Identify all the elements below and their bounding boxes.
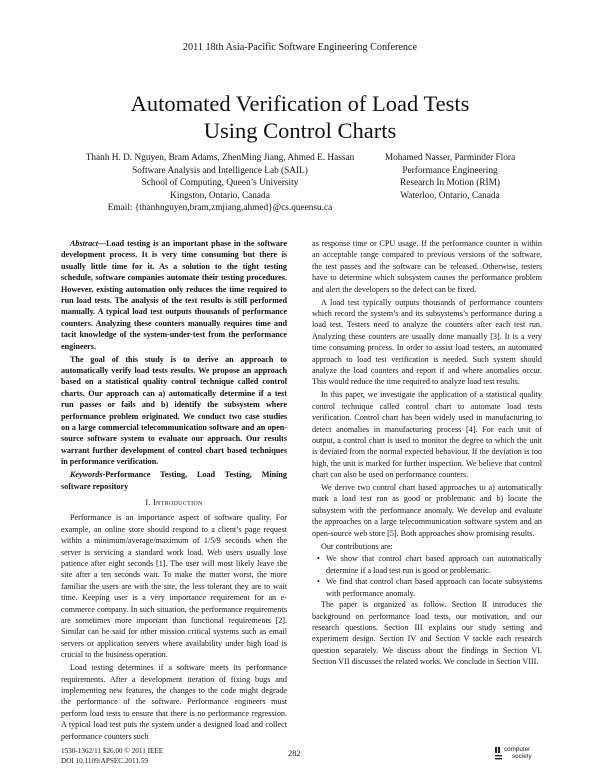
right-paragraph-2: A load test typically outputs thousands of performance counters which record the system’s and its subsystems’s performance during a load test. Testers need to analyze the counters after each test run. Analyzing these counters are usually done manually [3]. It is a very time consuming process. In order to assist load testers, an automated approach to load test verification is needed. Such system should analyze the load counters and report if and where anomalies occur. This would reduce the time required to analyze load test results. [312, 297, 542, 387]
school-name: School of Computing, Queen’s University [141, 178, 299, 189]
affiliation-rim [352, 152, 548, 202]
affiliation-sail [60, 152, 380, 215]
paper-title [60, 90, 540, 144]
lab-name: Software Analysis and Intelligence Lab (SAIL) [132, 165, 308, 176]
computer-society-mark-icon [494, 746, 503, 764]
contribution-item [317, 553, 542, 576]
intro-paragraph-1: Performance is an importance aspect of software quality. For example, an online store should respond to a client’s page request within a minimum/average/maximum of 1/5/9 seconds when the server is servicing a standard work load. Web users usually lose patience after eight seconds [1]. The user will most likely leave the site after a ten seconds wait. To make the matter worst, the more familiar the users are with the site, the less tolerant they are to wait time. Keeping user is a very importance requirement for an e-commerce company. In such situation, the performance requirements are sometimes more important than functional requirements [2]. Similar can be said for other mission critical systems such as email servers or application servers where availability under high load is crucial to the business operation. [61, 513, 287, 660]
intro-paragraph-2: Load testing determines if a software meets its performance requirements. After a development iteration of fixing bugs and implementing new features, the changes to the code might degrade the performance of the software. Performance engineers must perform load tests to ensure that there is no performance regression. A typical load test puts the system under a designed load and collect performance counters such [61, 663, 287, 741]
organization-paragraph: The paper is organized as follow. Section II introduces the background on performance load tests, our motivation, and our research questions. Section III explains our study setting and experiment design. Section IV and Section V tackle each research question separately. We discuss about the findings in Section VI. Section VII discusses the related works. We conclude in Section VIII. [312, 600, 542, 667]
abstract-paragraph-2: The goal of this study is to derive an approach to automatically verify load tests results. We propose an approach based on a statistical quality control technique called control charts. Our approach can a) automatically determine if a test run passes or fails and b) identify the subsystem where performance problem originated. We conduct two case studies on a large commercial telecommunication software and an open-source software system to evaluate our approach. Our results warrant further development of control chart based techniques in performance verification. [61, 354, 287, 467]
location-waterloo: Waterloo, Ontario, Canada [400, 190, 500, 201]
right-column [312, 238, 542, 669]
contributions-intro: Our contributions are: [321, 541, 393, 551]
right-paragraph-4: We derive two control chart based approaches to a) automatically mark a load test run as good or problematic and b) locate the subsystem with the performance anomaly. We develop and evaluate the approaches on a large telecommunication software system and an open-source web store [5]. Both approaches show promising results. [312, 483, 542, 538]
logo-text-society: society [512, 752, 532, 760]
right-paragraph-1: as response time or CPU usage. If the performance counter is within an acceptable range compared to previous versions of the software, the test passes and the software can be released. Otherwise, testers have to determine which subsystem causes the performance problem and alert the developers so the defect can be fixed. [312, 239, 542, 294]
issn-line: 1530-1362/11 $26.00 © 2011 IEEE [61, 747, 164, 755]
paper-title-line-2: Using Control Charts [203, 118, 397, 143]
bullet-icon: • [317, 554, 320, 564]
authors-sail: Thanh H. D. Nguyen, Bram Adams, ZhenMing Jiang, Ahmed E. Hassan [85, 153, 355, 163]
doi-line: DOI 10.1109/APSEC.2011.59 [61, 756, 148, 765]
abstract-paragraph-1 [61, 238, 287, 352]
contribution-text-1: We show that control chart based approach can automatically determine if a load test run is good or problematic. [326, 554, 542, 575]
keywords-text: -Performance Testing, Load Testing, Mining software repository [61, 470, 287, 491]
author-email: Email: {thanhnguyen,bram,zmjiang,ahmed}@cs.queensu.ca [107, 203, 333, 214]
conference-header: 2011 18th Asia-Pacific Software Engineering Conference [182, 42, 418, 53]
logo-text-computer: computer [504, 746, 531, 753]
keywords-label: Keywords [70, 470, 103, 480]
company-name: Research In Motion (RIM) [400, 178, 500, 189]
left-column [61, 238, 287, 743]
bullet-icon: • [317, 577, 320, 587]
keywords-paragraph [61, 469, 287, 492]
abstract-text-1: —Load testing is an important phase in the software development process. It is very time consuming but there is usually little time for it. As a solution to the tight testing schedule, software companies automate their testing procedures. However, existing automation only reduces the time required to run load tests. The analysis of the test results is still performed manually. A typical load test outputs thousands of performance counters. Analyzing these counters manually requires time and tacit knowledge of the system-under-test from the performance engineers. [61, 239, 287, 351]
contribution-item [317, 576, 542, 599]
location-kingston: Kingston, Ontario, Canada [170, 190, 270, 201]
contribution-text-2: We find that control chart based approach can locate subsystems with performance anomaly. [326, 577, 542, 598]
paper-title-line-1: Automated Verification of Load Tests [130, 91, 470, 116]
contributions-list [312, 553, 542, 599]
section-heading-introduction: I. Introduction [145, 497, 203, 507]
copyright-footer [61, 747, 163, 766]
right-paragraph-3: In this paper, we investigate the application of a statistical quality control technique called control chart to automate load tests verification. Control chart has been widely used in manufacturing to detect anomalies in manufacturing process [4]. For each unit of output, a control chart is used to monitor the degree to which the unit is deviated from the normal expected behaviour. If the deviation is too high, the unit is marked for further inspection. We believe that control chart can also be used on performance counters. [312, 390, 542, 480]
computer-society-logo [494, 745, 544, 767]
page-number: 282 [288, 749, 301, 758]
logo-wordmark [504, 747, 532, 761]
abstract-label: Abstract [70, 239, 98, 248]
department-name: Performance Engineering [402, 165, 498, 176]
authors-rim: Mohamed Nasser, Parminder Flora [384, 153, 516, 163]
